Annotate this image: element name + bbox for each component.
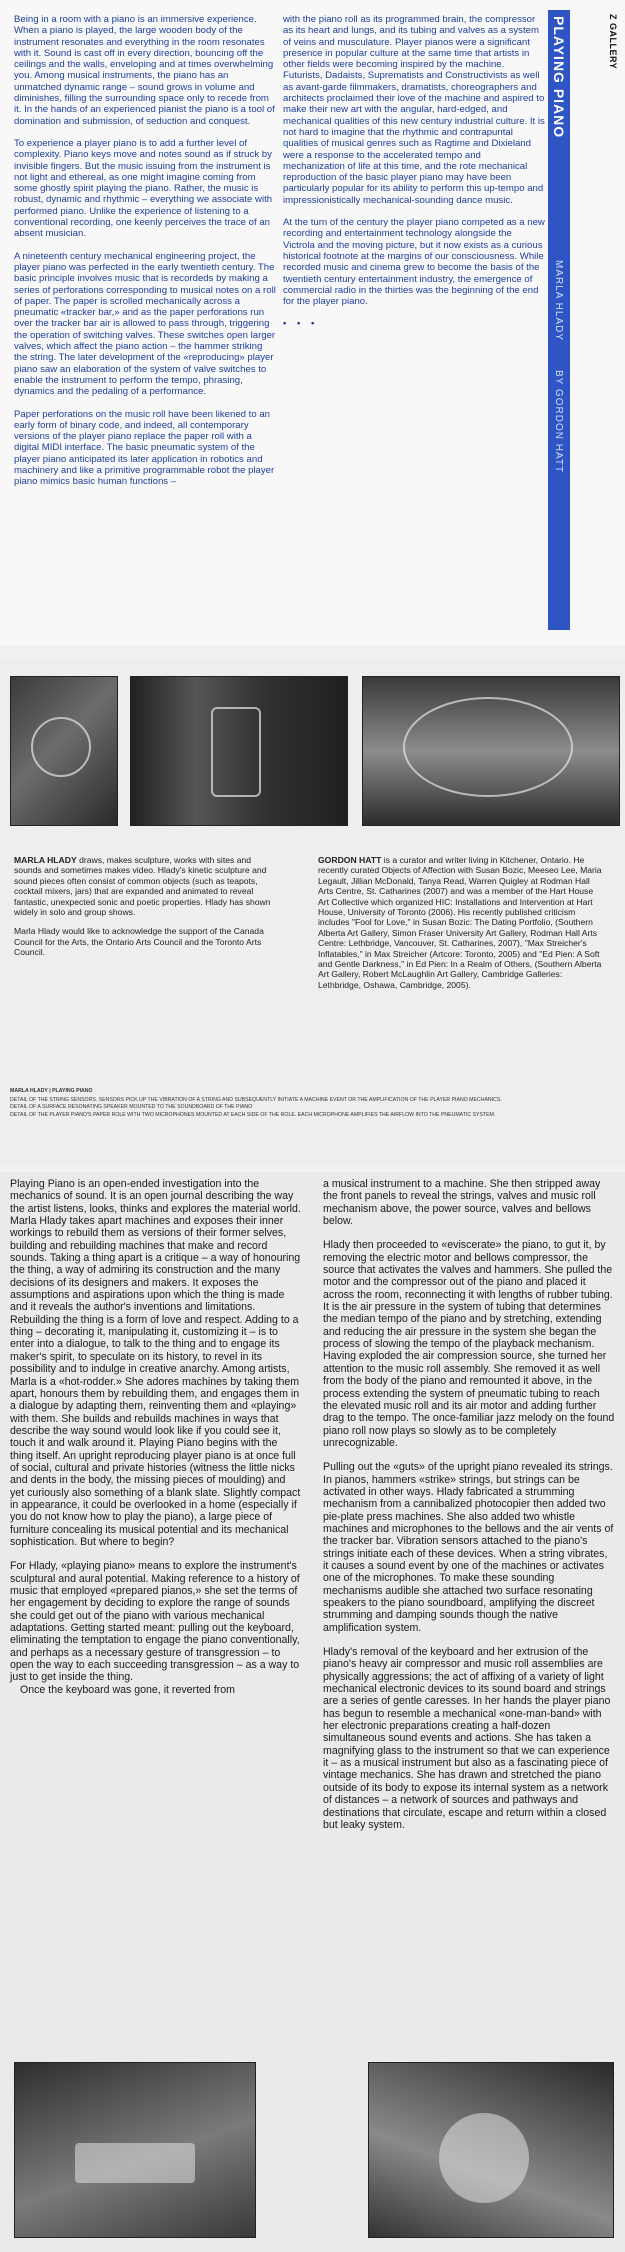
caption-heading: MARLA HLADY | PLAYING PIANO [10,1088,93,1094]
blue-paragraph: Being in a room with a piano is an immersive experience. When a piano is played, the large wooden body of the instrument resonates and everything in the room resonates with it. Sound is cast off in every direction, bouncing off the ceilings and the walls, enveloping and at times overwhelming you. Among musical instruments, the piano has an unmatched dynamic range – sound grows in volume and diminishes, filling the surrounding space only to recede from it. In the hands of an experienced pianist the piano is a tool of domination and submission, of seduction and conquest. [14,14,275,127]
photo-paper-roll-microphones [362,676,620,826]
caption-line: DETAIL OF THE PLAYER PIANO'S PAPER ROLE WITH TWO MICROPHONES MOUNTED AT EACH SIDE OF THE ROLE. EACH MICROPHONE AMPLIFIES THE AIRFLOW INTO THE PNEUMATIC SYSTEM. [10,1111,496,1118]
artist-bio-text [14,855,276,917]
photo-string-sensors [10,676,118,826]
blue-text-page [0,0,625,645]
section-break-dots: • • • [283,318,319,330]
blue-paragraph: At the turn of the century the player piano competed as a new recording and entertainment technology alongside the Victrola and the moving picture, but it now exists as a curious historical footnote at the margins of our consciousness. While recorded music and cinema grew to become the basis of the twentieth century entertainment industry, the emergence of commercial radio in the thirties was the beginning of the end for the player piano. [283,217,545,308]
photo-captions [10,1088,615,1119]
gallery-label: Z GALLERY [608,14,618,70]
curator-bio-text [318,855,603,990]
essay-paragraph: Pulling out the «guts» of the upright piano revealed its strings. In pianos, hammers «strike» strings, but strings can be activated in other ways. Hlady fabricated a strumming mechanism from a cannibalized photocopier then added two pie-plate press machines. She also added two whistle machines and microphones to the bellows and the air vents of the tracker bar. Vibration sensors attached to the piano's strings initiate each of these devices. When a string vibrates, it causes a sound event by one of the machines or activates one of the microphones. To make these sounding mechanisms audible she attached two surface resonating speakers to the piano soundboard, amplifying the discreet strumming and damping sounds though the native amplification system. [323,1461,614,1634]
blue-text-column-1 [14,14,276,499]
essay-column-2 [323,1178,615,1843]
blue-paragraph: A nineteenth century mechanical engineering project, the player piano was perfected in the early twentieth century. The basic principle involves music that is recordeds by making a series of perforations corresponding to musical notes on a roll of paper. The paper is scrolled mechanically across a pneumatic «tracker bar,» and as the paper perforations run over the tracker bar air is allowed to pass through, triggering the operation of switching valves. These switches open larger valves, which affect the piano action – the hammer striking the string. The later development of the «reproducing» player piano saw an elaboration of the system of valve switches to enable the instrument to perform the tempo, phrasing, dynamics and the pedaling of a performance. [14,250,276,398]
spine-byline: BY GORDON HATT [553,370,564,474]
photo-resonating-speaker [130,676,348,826]
blue-paragraph: To experience a player piano is to add a further level of complexity. Piano keys move and notes sound as if struck by invisible fingers. But the music issuing from the instrument is not light and ethereal, as one might imagine coming from some ghostly spirit playing the piano. Rather, the music is robust, dynamic and rhythmic – everything we associate with performed piano. Unlike the experience of listening to a conventional recording, one keenly perceives the trace of an absent musician. [14,137,273,240]
curator-bio-body: is a curator and writer living in Kitchener, Ontario. He recently curated Objects of Affection with Susan Bozic, Meeseo Lee, Maria Legault, Jillian McDonald, Tanya Read, Warren Quigley at Rodman Hall Arts Centre, St. Catharines (2007) and was a member of the Hart House Art Collective which organized HIC: Installations and Intervention at Hart House, University of Toronto (2006). His recently published criticism includes "Fool for Love," in Susan Bozic: The Dating Portfolio, (Southern Alberta Art Gallery, Simon Fraser University Art Gallery, Rodman Hall Arts Centre: Lethbridge, Vancouver, St. Catharines, 2007), "Max Streicher's Inflatables," in Max Streicher (Artcore: Toronto, 2005) and "Ed Pien: A Soft and Gentle Darkness," in Ed Pien: In a Realm of Others, (Southern Alberta Art Gallery, Robert McLaughlin Art Gallery, Cambridge Galleries: Lethbridge, Oshawa, Cambridge, 2005). [318,855,602,990]
essay-paragraph: Once the keyboard was gone, it reverted from [20,1683,235,1696]
blue-text-column-2 [283,14,545,341]
essay-paragraph: Hlady then proceeded to «eviscerate» the piano, to gut it, by removing the electric motor and bellows compressor, the source that activates the valves and hammers. She pulled the motor and the compressor out of the piano and placed it across the room, reconnecting it with lengths of rubber tubing. It is the air pressure in the system of tubing that determines the median tempo of the piano and by stretching, extending and reducing the air pressure in the system she began the process of slowing the tempo of the playback mechanism. Having exploded the air compression source, she turned her attention to the music roll assembly. She removed it as well from the body of the piano and remounted it above, in the process extending the system of pneumatic tubing to reach the elevated music roll and its air motor and adding further drag to the tempo. The once-familiar jazz melody on the found piano roll now plays so slowly as to be completely unrecognizable. [323,1239,615,1449]
title-spine-text [548,10,570,630]
essay-paragraph: For Hlady, «playing piano» means to explore the instrument's sculptural and aural potential. Making reference to a history of music that employed «prepared pianos,» she set the terms of her engagement by deciding to explore the range of sounds she could get out of the piano with various mechanical adaptations. Getting started meant: pulling out the keyboard, eliminating the temptation to engage the piano conventionally, and perhaps as a necessary gesture of transgression – to open the way to each succeeding transgression – as a way to just to get inside the thing. [10,1560,300,1684]
photo-pie-plate-machine [368,2062,614,2238]
artist-name: MARLA HLADY [14,855,77,865]
blue-paragraph: Paper perforations on the music roll have been likened to an early form of binary code, and indeed, all contemporary versions of the player piano replace the paper roll with a digital MIDI interface. The basic pneumatic system of the player piano anticipated its later application in robotics and machinery and like a primitive programmable robot the player piano mimics basic human functions – [14,408,275,488]
essay-paragraph: Playing Piano is an open-ended investigation into the mechanics of sound. It is an open journal describing the way the artist listens, looks, thinks and explores the material world. Marla Hlady takes apart machines and exposes their inner workings to rebuild them as versions of their former selves, building and rebuilding machines that make and record sounds. Taking a thing apart is a critique – a way of honouring the thing, a way of admiring its construction and the many decisions of its designers and makers. It exposes the assumptions and aspirations upon which the thing is made and it reveals the author's inventions and limitations. Rebuilding the thing is a form of love and respect. Adding to a thing – decorating it, manipulating it, customizing it – is to enter into a dialogue, to talk to the thing and to engage its maker's spirit, to speculate on its history, to revel in its possibility and to indulge in creative anarchy. Among artists, Marla is a «hot-rodder.» She adores machines by taking them apart, honours them by rebuilding them, and engages them in a dialogue by adapting them, reinventing them and «playing» with them. She builds and rebuilds machines in ways that describe the way sound would look like if you could see it, touch it and walk around it. Playing Piano begins with the thing itself. An upright reproducing player piano is at once full of social, cultural and private histories (witness the little nicks and dents in the body, the missing pieces of moulding) and yet curiously also something of a blank slate. Slightly compact in appearance, it could be overlooked in a home (especially if you do not know how to play the piano), a large piece of furniture concealing its musical potential and its mechanical sophistication. But where to begin? [10,1178,301,1548]
artist-bio-body: draws, makes sculpture, works with sites and sounds and sometimes makes video. Hlady's kinetic sculpture and sound pieces often consist of common objects (such as teapots, cocktail mixers, jars) that are expanded and animated to reveal fantastic, unexpected sonic and poetic properties. Hlady has shown widely in solo and group shows. [14,855,271,918]
curator-name: GORDON HATT [318,855,382,865]
spine-title: PLAYING PIANO [551,16,567,139]
essay-paragraph: Hlady's removal of the keyboard and her extrusion of the piano's heavy air compressor and music roll assemblies are physically aggressions; the act of affixing of a variety of light mechanical electronic devices to its sound board and strings are a series of gentle caresses. In her hands the player piano has begun to resemble a mechanical «one-man-band» with her electronic preparations creating a half-dozen simultaneous sound events and actions. She has taken a magnifying glass to the instrument so that we can experience it – as a musical instrument but also as a fascinating piece of vintage mechanics. She has drawn and stretched the piano outside of its body to expose its internal system as a network of distances – a network of sources and pathways and destinations that circulate, escape and return within a closed but leaky system. [323,1646,611,1831]
blue-paragraph: with the piano roll as its programmed brain, the compressor as its heart and lungs, and its tubing and valves as a system of veins and musculature. Player pianos were a significant presence in popular culture at the same time that artists in other fields were becoming inspired by the machine. Futurists, Dadaists, Suprematists and Constructivists as well as avant-garde filmmakers, dramatists, choreographers and architects proclaimed their love of the machine and aspired to make their new art with the angular, hard-edged, and mechanical qualities of this new century industrial culture. It is not hard to imagine that the rhythmic and contrapuntal qualities of musical genres such as Ragtime and Dixieland were a response to the accelerated tempo and mechanization of life at this time, and the rote mechanical reproduction of the basic player piano may have been particularly popular for its ability to perform this up-tempo and impressionistically mechanical-sounding dance music. [283,14,545,206]
artist-acknowledgement: Marla Hlady would like to acknowledge the support of the Canada Council for the Arts, the Ontario Arts Council and the Toronto Arts Council. [14,926,264,958]
artist-bio [14,855,276,967]
essay-column-1 [10,1178,302,1708]
caption-line: DETAIL OF A SURFACE RESONATING SPEAKER MOUNTED TO THE SOUNDBOARD OF THE PIANO [10,1104,253,1111]
curator-bio [318,855,603,999]
essay-paragraph: a musical instrument to a machine. She then stripped away the front panels to reveal the strings, valves and music roll mechanism above, the power source, valves and bellows below. [323,1178,601,1228]
caption-line: DETAIL OF THE STRING SENSORS. SENSORS PICK UP THE VIBRATION OF A STRING AND SUBSEQUENTLY INITIATE A MACHINE EVENT OR THE AMPLIFICATION OF THE PLAYER PIANO MECHANICS. [10,1097,502,1104]
spine-artist: MARLA HLADY [553,260,564,342]
photo-strumming-mechanism [14,2062,256,2238]
